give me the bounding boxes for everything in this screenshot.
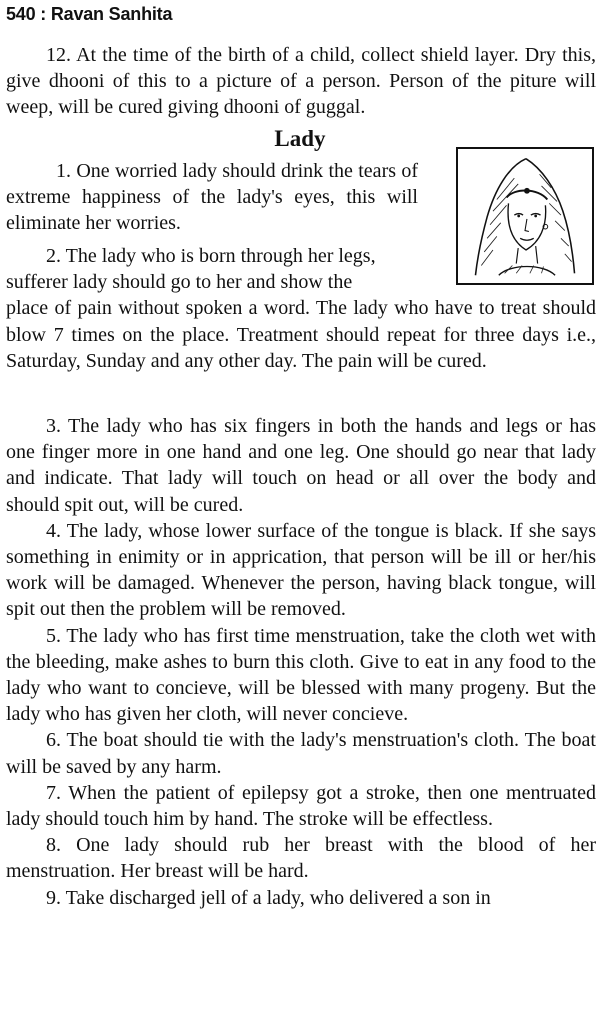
paragraph-8: 8. One lady should rub her breast with the blood of her menstruation. Her breast will be hard. [6,834,596,883]
paragraph-12: 12. At the time of the birth of a child, collect shield layer. Dry this, give dhooni of this to a picture of a person. Person of the piture will weep, will be cured giving dhooni of guggal. [6,44,596,119]
paragraph-5: 5. The lady who has first time menstruation, take the cloth wet with the bleeding, make ashes to burn this cloth. Give to eat in any food to the lady who want to concieve, will be blessed with many progeny. But the lady who has given her cloth, will never concieve. [6,624,596,726]
section-heading: Lady [274,126,326,151]
paragraph-6: 6. The boat should tie with the lady's menstruation's cloth. The boat will be saved by any harm. [6,729,596,778]
remaining-paragraphs [6,413,596,911]
running-head: 540 : Ravan Sanhita [6,4,173,24]
paragraph-2-line-1: 2. The lady who is born through her legs, [46,245,376,267]
paragraph-9: 9. Take discharged jell of a lady, who delivered a son in [46,886,491,909]
paragraph-2-rest: place of pain without spoken a word. The lady who have to treat should blow 7 times on the place. Treatment should repeat for three days i.e., Saturday, Sunday and any other day. The pain will be cured. [6,297,596,372]
paragraph-1: 1. One worried lady should drink the tears of extreme happiness of the lady's eyes, this will eliminate her worries. [6,160,418,235]
paragraph-2 [6,243,596,374]
paragraph-2-line-2: sufferer lady should go to her and show the [6,271,353,294]
paragraph-4: 4. The lady, whose lower surface of the tongue is black. If she says something in enimity or in apprication, that person will be ill or her/his work will be damaged. Whenever the person, having black tongue, will spit out then the problem will be removed. [6,519,596,621]
paragraph-7: 7. When the patient of epilepsy got a stroke, then one mentruated lady should touch him by hand. The stroke will be effectless. [6,781,596,831]
paragraph-3: 3. The lady who has six fingers in both the hands and legs or has one finger more in one hand and one leg. One should go near that lady and indicate. That lady will touch on head or all over the body and should spit out, will be cured. [6,415,596,516]
